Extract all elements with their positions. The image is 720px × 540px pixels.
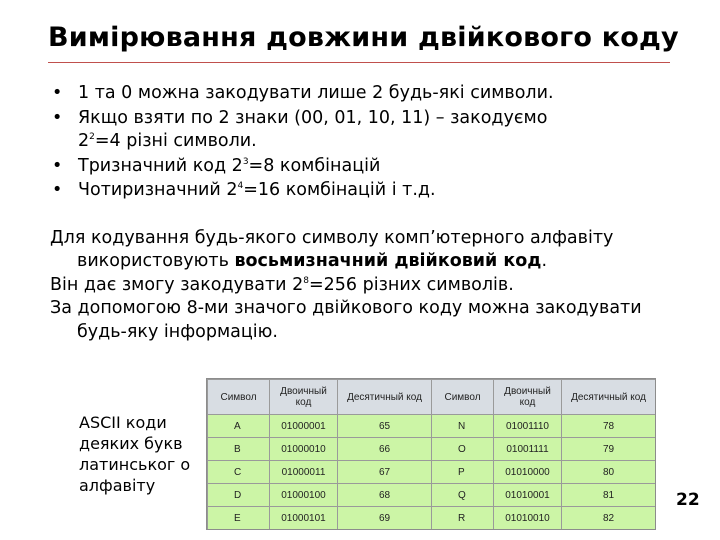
- slide-title: Вимірювання довжини двійкового коду: [48, 22, 679, 53]
- table-row: [208, 415, 656, 438]
- table-cell: 67: [338, 461, 432, 484]
- table-cell: 01000101: [270, 507, 338, 530]
- ascii-table-image: [206, 378, 656, 530]
- power-base: 2: [292, 274, 304, 295]
- table-cell: N: [432, 415, 494, 438]
- table-cell: 78: [562, 415, 656, 438]
- bullet-text: Якщо взяти по 2 знаки (00, 01, 10, 11) – закодуємо: [78, 107, 548, 128]
- table-cell: 82: [562, 507, 656, 530]
- paragraph-text: Він дає змогу закодувати: [50, 274, 293, 295]
- table-cell: 79: [562, 438, 656, 461]
- table-cell: O: [432, 438, 494, 461]
- page-number: 22: [676, 490, 700, 510]
- table-cell: D: [208, 484, 270, 507]
- table-cell: 01001110: [494, 415, 562, 438]
- table-cell: 01001111: [494, 438, 562, 461]
- table-cell: C: [208, 461, 270, 484]
- column-header: Десятичный код: [562, 380, 656, 415]
- power-exponent: 2: [89, 132, 95, 142]
- power-exponent: 8: [303, 275, 309, 286]
- paragraph-text: .: [541, 251, 548, 271]
- table-row: [208, 484, 656, 507]
- slide-content: [50, 82, 690, 344]
- table-cell: 65: [338, 415, 432, 438]
- table-cell: E: [208, 507, 270, 530]
- bullet-text: =8 комбінацій: [248, 155, 381, 176]
- bullet-list: [50, 82, 690, 203]
- bullet-text: Тризначний код: [78, 155, 232, 176]
- power-exponent: 3: [242, 156, 249, 167]
- table-cell: 01000010: [270, 438, 338, 461]
- column-header: Десятичный код: [338, 380, 432, 415]
- table-cell: 01000100: [270, 484, 338, 507]
- paragraph-text: Для кодування будь-якого символу комп’ютерного алфавіту використовують: [50, 227, 614, 271]
- bullet-dot-icon: •: [52, 107, 63, 128]
- paragraph: [50, 274, 690, 298]
- column-header: Символ: [432, 380, 494, 415]
- column-header: Двоичный код: [494, 380, 562, 415]
- bullet-dot-icon: •: [52, 155, 63, 176]
- table-cell: R: [432, 507, 494, 530]
- power-base: 2: [78, 131, 90, 151]
- column-header: Двоичный код: [270, 380, 338, 415]
- power-base: 2: [231, 155, 243, 176]
- paragraph-text: =256 різних символів.: [309, 274, 514, 295]
- bullet-item: [50, 155, 690, 179]
- paragraph: [50, 227, 690, 274]
- bullet-dot-icon: •: [52, 180, 63, 200]
- title-underline: [48, 62, 670, 63]
- bullet-item: [50, 179, 690, 203]
- table-cell: B: [208, 438, 270, 461]
- power-base: 2: [226, 180, 238, 200]
- spacer: [50, 204, 690, 227]
- ascii-caption: ASCII коди деяких букв латинськог о алфавіту: [79, 413, 191, 495]
- power-exponent: 4: [237, 181, 244, 191]
- bullet-item: [50, 82, 690, 106]
- table-cell: Q: [432, 484, 494, 507]
- table-cell: 69: [338, 507, 432, 530]
- paragraph-text: За допомогою 8-ми значого двійкового коду можна закодувати будь-яку інформацію.: [50, 298, 642, 342]
- bullet-text: =16 комбінацій і т.д.: [243, 180, 436, 200]
- table-header-row: [208, 380, 656, 415]
- emphasis-text: восьмизначний двійковий код: [234, 251, 542, 271]
- table-cell: 01000001: [270, 415, 338, 438]
- bullet-item: [50, 107, 690, 154]
- table-cell: A: [208, 415, 270, 438]
- table-cell: 01010010: [494, 507, 562, 530]
- ascii-table: [207, 379, 656, 530]
- table-cell: 80: [562, 461, 656, 484]
- table-cell: 66: [338, 438, 432, 461]
- bullet-text: =4 різні символи.: [94, 131, 257, 151]
- bullet-text: Чотиризначний: [78, 180, 227, 200]
- paragraph: [50, 297, 690, 344]
- bullet-dot-icon: •: [52, 83, 63, 103]
- table-row: [208, 461, 656, 484]
- table-cell: 01010000: [494, 461, 562, 484]
- bullet-text: 1 та 0 можна закодувати лише 2 будь-які символи.: [78, 83, 554, 103]
- column-header: Символ: [208, 380, 270, 415]
- table-cell: P: [432, 461, 494, 484]
- table-cell: 01010001: [494, 484, 562, 507]
- table-cell: 68: [338, 484, 432, 507]
- table-row: [208, 507, 656, 530]
- table-cell: 01000011: [270, 461, 338, 484]
- table-cell: 81: [562, 484, 656, 507]
- table-row: [208, 438, 656, 461]
